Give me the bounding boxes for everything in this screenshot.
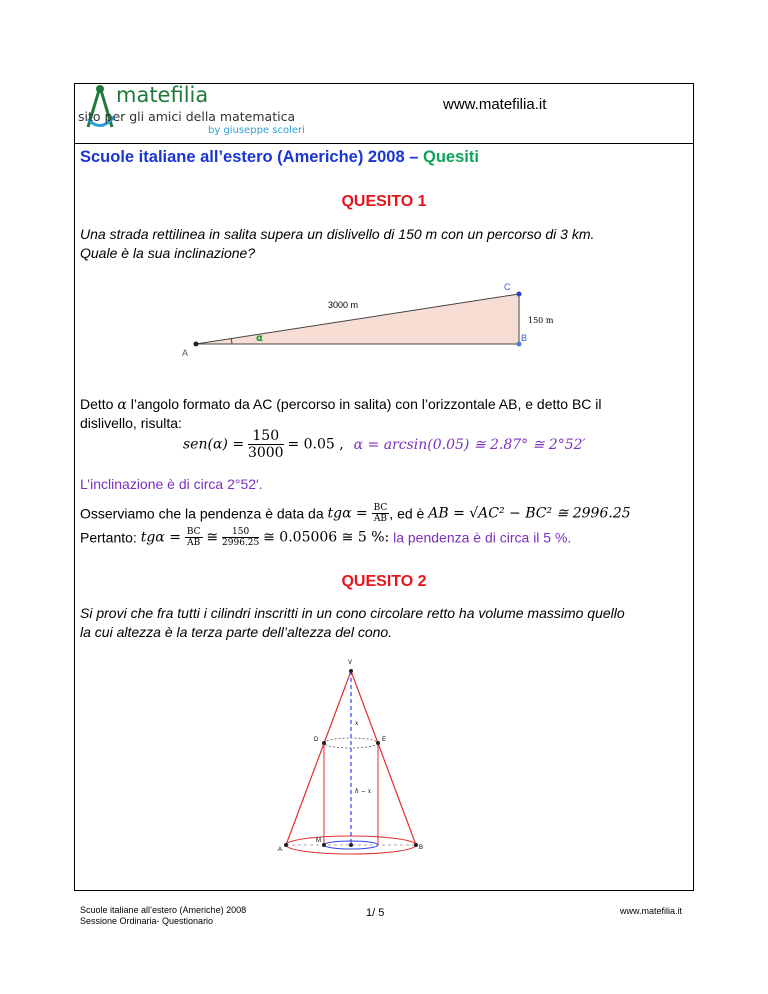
right-top-label: E: [382, 737, 387, 743]
quesito1-heading: QUESITO 1: [341, 193, 427, 210]
pertanto-fraction2: [222, 527, 259, 548]
point-v: [349, 669, 353, 673]
pertanto-text: Pertanto:: [80, 529, 141, 546]
slope-tg: tgα =: [327, 505, 368, 522]
page-title: [80, 148, 479, 167]
explain-line1: [80, 395, 690, 415]
cone-side-right: [351, 671, 416, 845]
formula-sen: [183, 428, 586, 461]
pertanto-fraction1: [185, 527, 203, 548]
angle-label: α: [256, 333, 263, 344]
slope-ab: AB = √AC² − BC² ≅ 2996.25: [428, 505, 631, 522]
logo-byline: by giuseppe scoleri: [208, 125, 305, 136]
formula-num: 150: [248, 428, 284, 445]
cone-side-left: [286, 671, 351, 845]
triangle-figure: [170, 278, 570, 368]
pertanto-tg: tgα =: [140, 529, 181, 546]
apex-label: V: [348, 660, 353, 666]
point-c: [517, 292, 522, 297]
point-a: [284, 843, 288, 847]
height-label: 150 m: [528, 316, 554, 325]
explain-line2: dislivello, risulta:: [80, 415, 182, 431]
point-m: [322, 843, 326, 847]
page-number: 1/ 5: [366, 907, 385, 919]
logo-tagline: sito per gli amici della matematica: [78, 109, 296, 124]
pertanto-num1: BC: [186, 527, 201, 537]
point-center: [349, 843, 353, 847]
explain-text-b: l’angolo formato da AC (percorso in salita) con l’orizzontale AB, e detto BC il: [126, 396, 602, 412]
formula-sen-lhs: sen(α) =: [183, 436, 245, 453]
footer-left-line2: Sessione Ordinaria- Questionario: [80, 916, 214, 926]
slope-num: BC: [373, 503, 388, 513]
explain-alpha: α: [117, 397, 127, 413]
lower-segment-label: h − x: [355, 788, 372, 795]
vertex-b-label: B: [521, 333, 528, 343]
slope-text-b: , ed è: [389, 505, 429, 522]
footer-right[interactable]: www.matefilia.it: [620, 906, 683, 916]
right-base-label: B: [419, 845, 424, 851]
hyp-label: 3000 m: [328, 300, 359, 310]
logo: [74, 83, 314, 143]
pertanto-num2: 150: [222, 527, 259, 538]
formula-alpha: α = arcsin(0.05) ≅ 2.87° ≅ 2°52′: [353, 436, 586, 453]
slope-line: [80, 503, 631, 524]
footer-left: [80, 905, 246, 927]
point-d: [322, 741, 326, 745]
formula-fraction: [248, 428, 284, 461]
left-top-label: D: [314, 737, 319, 743]
quesito2-heading: QUESITO 2: [341, 573, 427, 590]
point-b: [414, 843, 418, 847]
title-accent: Quesiti: [423, 148, 479, 166]
quesito1-question-line2: Quale è la sua inclinazione?: [80, 245, 256, 261]
pertanto-line: [80, 527, 571, 548]
logo-name: matefilia: [116, 83, 209, 107]
quesito2-question-line2: la cui altezza è la terza parte dell’altezza del cono.: [80, 624, 393, 640]
header-divider: [74, 143, 694, 144]
conclusion-1: L’inclinazione è di circa 2°52′.: [80, 476, 263, 492]
formula-result: = 0.05 ,: [287, 436, 344, 453]
vertex-c-label: C: [504, 282, 511, 292]
slope-fraction: [372, 503, 390, 524]
slope-den: AB: [373, 514, 388, 524]
quesito1-question-line1: Una strada rettilinea in salita supera un dislivello di 150 m con un percorso di 3 km.: [80, 226, 595, 242]
upper-segment-label: x: [355, 720, 359, 727]
point-e: [376, 741, 380, 745]
point-a: [194, 342, 199, 347]
site-url[interactable]: www.matefilia.it: [443, 96, 547, 113]
vertex-a-label: A: [182, 348, 189, 358]
pertanto-approx: ≅: [206, 529, 219, 546]
base-mid-label: M: [316, 838, 321, 844]
pertanto-den1: AB: [187, 538, 201, 548]
formula-den: 3000: [247, 445, 284, 461]
quesito2-question-line1: Si provi che fra tutti i cilindri inscritti in un cono circolare retto ha volume massimo quello: [80, 605, 625, 621]
pertanto-den2: 2996.25: [222, 538, 260, 548]
pertanto-result: ≅ 0.05006 ≅ 5 %:: [263, 529, 390, 546]
explain-text-a: Detto: [80, 396, 118, 412]
pertanto-conclusion: la pendenza è di circa il 5 %.: [393, 529, 572, 546]
cone-figure: [276, 655, 436, 860]
left-base-label: A: [278, 847, 283, 853]
title-main: Scuole italiane all’estero (Americhe) 2008 –: [80, 148, 419, 166]
footer-left-line1: Scuole italiane all’estero (Americhe) 2008: [80, 905, 247, 915]
slope-text-a: Osserviamo che la pendenza è data da: [80, 505, 328, 522]
